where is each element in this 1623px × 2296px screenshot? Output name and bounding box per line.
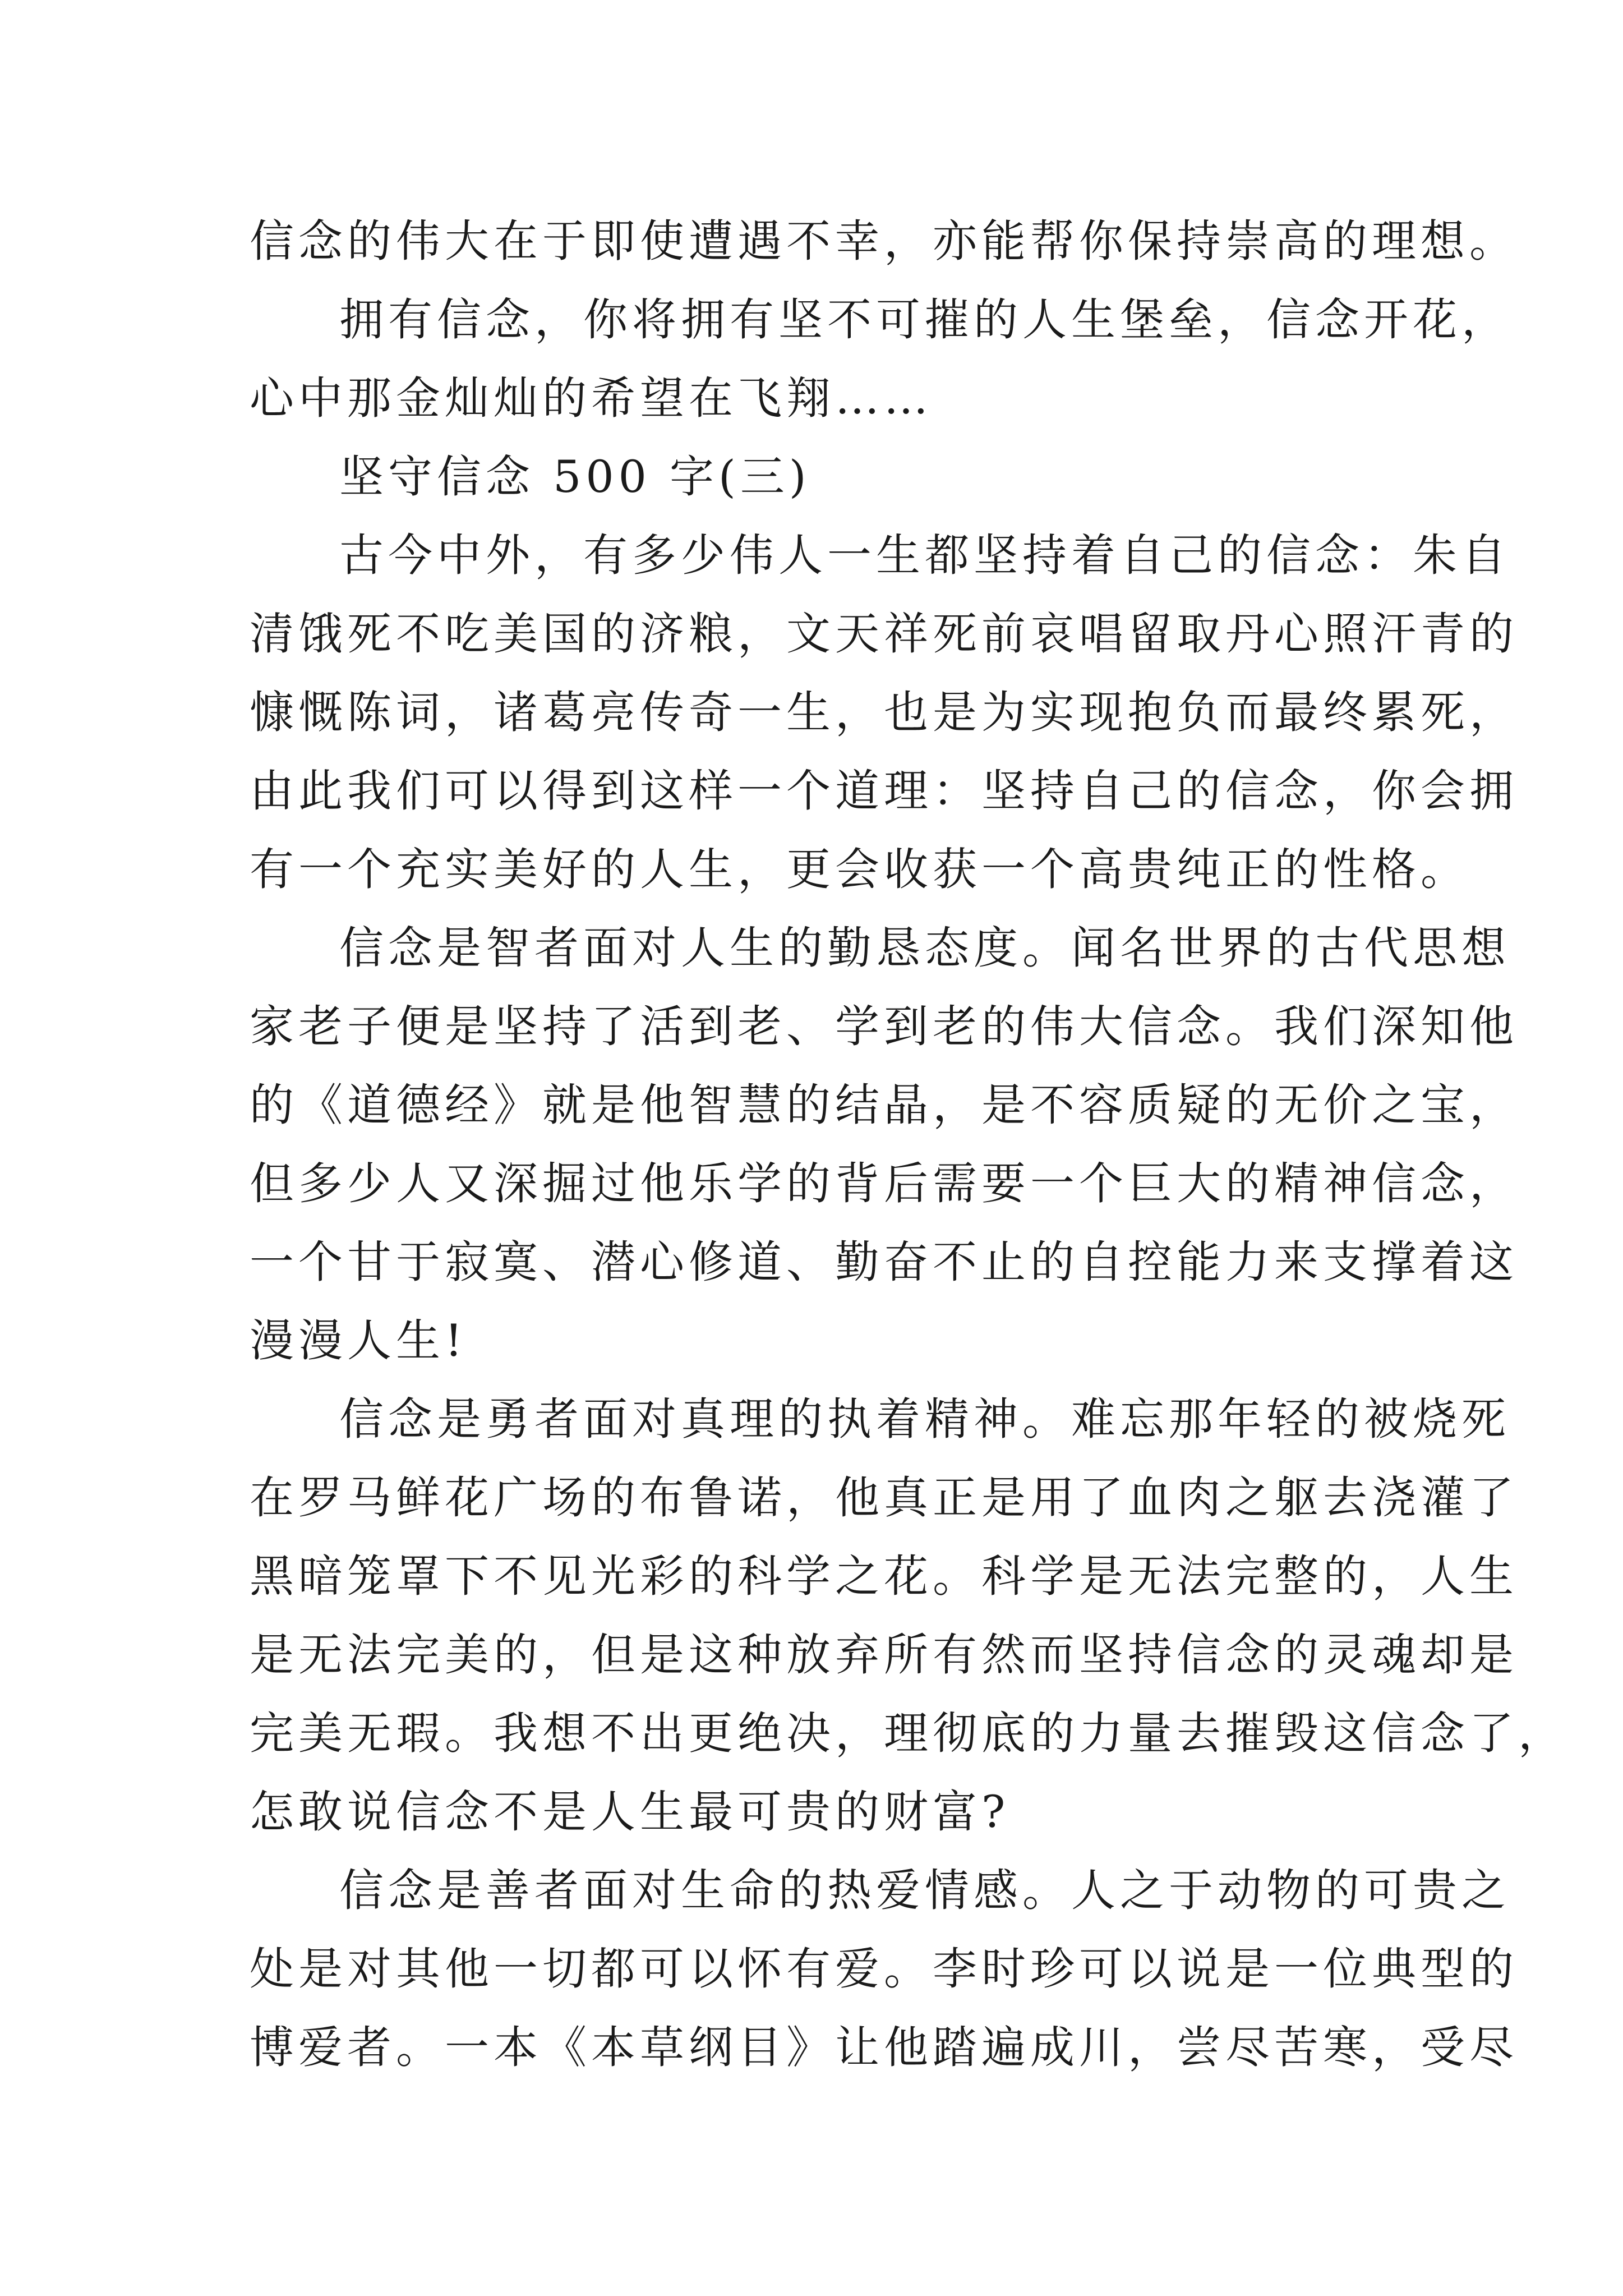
text-line: 慷慨陈词，诸葛亮传奇一生，也是为实现抱负而最终累死， [250,687,1518,738]
text-line: 有一个充实美好的人生，更会收获一个高贵纯正的性格。 [250,844,1469,895]
document-body [250,202,1567,2087]
text-line: 心中那金灿灿的希望在飞翔…… [250,372,933,424]
paragraph-first-line: 信念是善者面对生命的热爱情感。人之于动物的可贵之 [339,1865,1510,1916]
section-heading: 坚守信念 500 字(三) [339,451,811,503]
text-line: 完美无瑕。我想不出更绝决，理彻底的力量去摧毁这信念了， [250,1708,1567,1759]
text-line: 一个甘于寂寞、潜心修道、勤奋不止的自控能力来支撑着这 [250,1236,1518,1288]
text-line: 是无法完美的，但是这种放弃所有然而坚持信念的灵魂却是 [250,1629,1518,1681]
text-line: 在罗马鲜花广场的布鲁诺，他真正是用了血肉之躯去浇灌了 [250,1472,1518,1524]
paragraph-first-line: 信念是智者面对人生的勤恳态度。闻名世界的古代思想 [339,922,1510,974]
text-line: 信念的伟大在于即使遭遇不幸，亦能帮你保持崇高的理想。 [250,215,1518,267]
paragraph-first-line: 古今中外，有多少伟人一生都坚持着自己的信念：朱自 [339,530,1510,581]
text-line: 但多少人又深掘过他乐学的背后需要一个巨大的精神信念， [250,1158,1518,1209]
paragraph-first-line: 拥有信念，你将拥有坚不可摧的人生堡垒，信念开花， [339,294,1510,346]
text-line: 家老子便是坚持了活到老、学到老的伟大信念。我们深知他 [250,1001,1518,1052]
text-line: 怎敢说信念不是人生最可贵的财富? [250,1786,1010,1838]
text-line: 的《道德经》就是他智慧的结晶，是不容质疑的无价之宝， [250,1079,1518,1131]
text-line: 清饿死不吃美国的济粮，文天祥死前哀唱留取丹心照汗青的 [250,608,1518,660]
text-line: 处是对其他一切都可以怀有爱。李时珍可以说是一位典型的 [250,1943,1518,1995]
text-line: 漫漫人生! [250,1315,467,1366]
text-line: 博爱者。一本《本草纲目》让他踏遍成川，尝尽苦寒，受尽 [250,2022,1518,2073]
text-line: 由此我们可以得到这样一个道理：坚持自己的信念，你会拥 [250,765,1518,817]
text-line: 黑暗笼罩下不见光彩的科学之花。科学是无法完整的，人生 [250,1550,1518,1602]
paragraph-first-line: 信念是勇者面对真理的执着精神。难忘那年轻的被烧死 [339,1393,1510,1445]
